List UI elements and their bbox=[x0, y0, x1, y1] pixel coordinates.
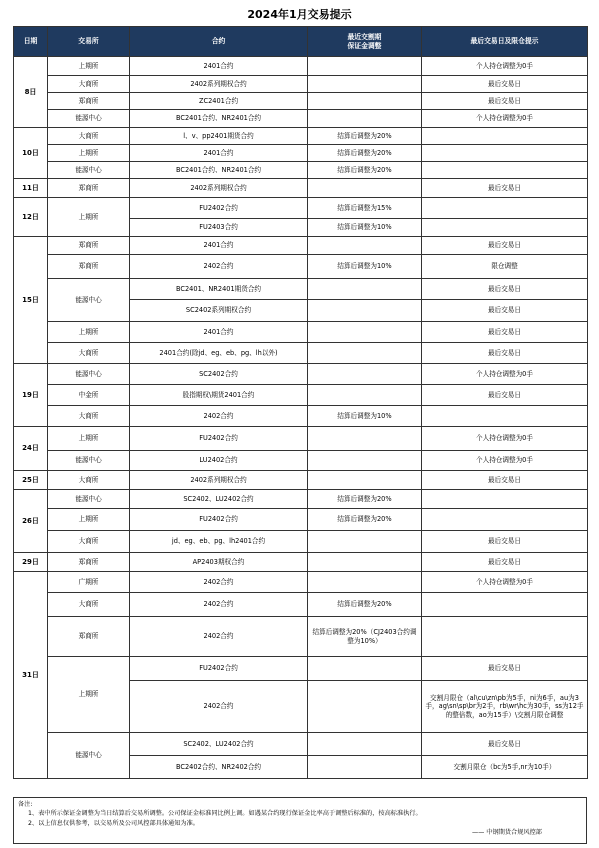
contract-cell: 2402合约 bbox=[130, 617, 308, 657]
table-row bbox=[14, 572, 588, 593]
header-margin: 最近交割期 保证金调整 bbox=[308, 27, 422, 57]
margin-cell bbox=[308, 322, 422, 343]
margin-cell bbox=[308, 531, 422, 553]
exchange-cell: 广期所 bbox=[48, 572, 130, 593]
margin-cell: 结算后调整为20% bbox=[308, 509, 422, 531]
table-row bbox=[14, 198, 588, 219]
exchange-cell: 能源中心 bbox=[48, 110, 130, 128]
exchange-cell: 上期所 bbox=[48, 427, 130, 451]
table-row bbox=[14, 322, 588, 343]
table-row bbox=[14, 509, 588, 531]
date-cell: 10日 bbox=[14, 128, 48, 179]
table-row bbox=[14, 451, 588, 471]
margin-cell: 结算后调整为20% bbox=[308, 128, 422, 145]
margin-cell bbox=[308, 343, 422, 364]
exchange-cell: 能源中心 bbox=[48, 364, 130, 385]
page-title: 2024年1月交易提示 bbox=[247, 8, 352, 21]
note-cell: 最后交易日 bbox=[422, 300, 588, 322]
exchange-cell: 上期所 bbox=[48, 57, 130, 76]
exchange-cell: 能源中心 bbox=[48, 733, 130, 779]
date-cell: 11日 bbox=[14, 179, 48, 198]
exchange-cell: 郑商所 bbox=[48, 553, 130, 572]
margin-cell: 结算后调整为20% bbox=[308, 593, 422, 617]
contract-cell: BC2401合约、NR2401合约 bbox=[130, 110, 308, 128]
contract-cell: 2402合约 bbox=[130, 406, 308, 427]
table-row bbox=[14, 553, 588, 572]
note-cell: 最后交易日 bbox=[422, 76, 588, 93]
note-cell: 个人持仓调整为0手 bbox=[422, 57, 588, 76]
margin-cell bbox=[308, 385, 422, 406]
note-cell bbox=[422, 198, 588, 219]
margin-cell: 结算后调整为20%（CJ2403合约调整为10%） bbox=[308, 617, 422, 657]
note-cell: 最后交易日 bbox=[422, 237, 588, 255]
header-exchange: 交易所 bbox=[48, 27, 130, 57]
margin-cell bbox=[308, 451, 422, 471]
contract-cell: 2402合约 bbox=[130, 255, 308, 279]
table-row bbox=[14, 406, 588, 427]
table-row bbox=[14, 255, 588, 279]
note-cell bbox=[422, 219, 588, 237]
notes-label: 备注: bbox=[18, 801, 33, 808]
exchange-cell: 大商所 bbox=[48, 471, 130, 490]
exchange-cell: 上期所 bbox=[48, 145, 130, 162]
margin-cell bbox=[308, 57, 422, 76]
table-row bbox=[14, 76, 588, 93]
note-cell bbox=[422, 145, 588, 162]
note-item-2: 2、以上信息仅供参考，以交易所及公司风控部具体通知为准。 bbox=[28, 819, 199, 827]
contract-cell: AP2403期权合约 bbox=[130, 553, 308, 572]
table-row bbox=[14, 145, 588, 162]
date-cell: 8日 bbox=[14, 57, 48, 128]
exchange-cell: 大商所 bbox=[48, 76, 130, 93]
table-row bbox=[14, 57, 588, 76]
margin-cell bbox=[308, 427, 422, 451]
exchange-cell: 郑商所 bbox=[48, 179, 130, 198]
contract-cell: 2401合约 bbox=[130, 237, 308, 255]
contract-cell: 2402合约 bbox=[130, 681, 308, 733]
exchange-cell: 能源中心 bbox=[48, 279, 130, 322]
margin-cell: 结算后调整为20% bbox=[308, 162, 422, 179]
contract-cell: SC2402系列期权合约 bbox=[130, 300, 308, 322]
note-cell: 最后交易日 bbox=[422, 733, 588, 756]
table-row bbox=[14, 179, 588, 198]
exchange-cell: 大商所 bbox=[48, 406, 130, 427]
note-cell: 最后交易日 bbox=[422, 553, 588, 572]
contract-cell: BC2401、NR2401期货合约 bbox=[130, 279, 308, 300]
margin-cell bbox=[308, 471, 422, 490]
contract-cell: 2401合约(除jd、eg、eb、pg、lh以外) bbox=[130, 343, 308, 364]
contract-cell: 2402合约 bbox=[130, 593, 308, 617]
margin-cell bbox=[308, 681, 422, 733]
header-contract: 合约 bbox=[130, 27, 308, 57]
table-row bbox=[14, 162, 588, 179]
table-row bbox=[14, 733, 588, 756]
notes-signature: —— 中钢期货合规风控部 bbox=[471, 828, 542, 836]
note-cell: 最后交易日 bbox=[422, 471, 588, 490]
margin-cell bbox=[308, 300, 422, 322]
date-cell: 19日 bbox=[14, 364, 48, 427]
note-cell: 交割月限仓（bc为5手,nr为10手） bbox=[422, 756, 588, 779]
contract-cell: BC2402合约、NR2402合约 bbox=[130, 756, 308, 779]
note-cell bbox=[422, 617, 588, 657]
contract-cell: ZC2401合约 bbox=[130, 93, 308, 110]
note-cell: 个人持仓调整为0手 bbox=[422, 427, 588, 451]
contract-cell: SC2402、LU2402合约 bbox=[130, 733, 308, 756]
margin-cell bbox=[308, 733, 422, 756]
table-body bbox=[14, 57, 588, 779]
contract-cell: l、v、pp2401期货合约 bbox=[130, 128, 308, 145]
margin-cell: 结算后调整为10% bbox=[308, 406, 422, 427]
contract-cell: FU2402合约 bbox=[130, 657, 308, 681]
table-row bbox=[14, 471, 588, 490]
note-cell bbox=[422, 593, 588, 617]
note-cell bbox=[422, 509, 588, 531]
contract-cell: FU2402合约 bbox=[130, 198, 308, 219]
margin-cell bbox=[308, 657, 422, 681]
note-cell: 交割月限仓（al\cu\zn\pb为5手，ni为6手，au为3手，ag\sn\sp\br为2手，rb\wr\hc为30手，ss为12手的整倍数，ao为15手）\交割月限仓调整 bbox=[422, 681, 588, 733]
exchange-cell: 郑商所 bbox=[48, 237, 130, 255]
trading-notice-table bbox=[13, 26, 588, 779]
margin-cell bbox=[308, 364, 422, 385]
margin-cell bbox=[308, 93, 422, 110]
margin-cell bbox=[308, 572, 422, 593]
note-cell: 最后交易日 bbox=[422, 343, 588, 364]
date-cell: 26日 bbox=[14, 490, 48, 553]
contract-cell: 股指期权\期货2401合约 bbox=[130, 385, 308, 406]
exchange-cell: 中金所 bbox=[48, 385, 130, 406]
note-cell bbox=[422, 162, 588, 179]
table-row bbox=[14, 490, 588, 509]
date-cell: 24日 bbox=[14, 427, 48, 471]
contract-cell: 2401合约 bbox=[130, 57, 308, 76]
contract-cell: BC2401合约、NR2401合约 bbox=[130, 162, 308, 179]
table-row bbox=[14, 657, 588, 681]
contract-cell: LU2402合约 bbox=[130, 451, 308, 471]
date-cell: 31日 bbox=[14, 572, 48, 779]
contract-cell: SC2402合约 bbox=[130, 364, 308, 385]
contract-cell: FU2402合约 bbox=[130, 509, 308, 531]
margin-cell: 结算后调整为20% bbox=[308, 490, 422, 509]
margin-cell bbox=[308, 110, 422, 128]
contract-cell: SC2402、LU2402合约 bbox=[130, 490, 308, 509]
exchange-cell: 郑商所 bbox=[48, 93, 130, 110]
margin-cell bbox=[308, 756, 422, 779]
margin-cell bbox=[308, 237, 422, 255]
note-cell: 最后交易日 bbox=[422, 531, 588, 553]
exchange-cell: 大商所 bbox=[48, 593, 130, 617]
table-row bbox=[14, 364, 588, 385]
contract-cell: 2402系列期权合约 bbox=[130, 471, 308, 490]
contract-cell: 2402系列期权合约 bbox=[130, 76, 308, 93]
table-row bbox=[14, 128, 588, 145]
margin-cell: 结算后调整为10% bbox=[308, 255, 422, 279]
header-note: 最后交易日及限仓提示 bbox=[422, 27, 588, 57]
table-row bbox=[14, 385, 588, 406]
note-cell bbox=[422, 406, 588, 427]
date-cell: 29日 bbox=[14, 553, 48, 572]
table-row bbox=[14, 427, 588, 451]
margin-cell bbox=[308, 179, 422, 198]
table-row bbox=[14, 617, 588, 657]
note-cell: 最后交易日 bbox=[422, 93, 588, 110]
contract-cell: jd、eg、eb、pg、lh2401合约 bbox=[130, 531, 308, 553]
exchange-cell: 能源中心 bbox=[48, 451, 130, 471]
date-cell: 12日 bbox=[14, 198, 48, 237]
notes-box bbox=[13, 797, 587, 844]
margin-cell bbox=[308, 279, 422, 300]
table-row bbox=[14, 237, 588, 255]
contract-cell: FU2402合约 bbox=[130, 427, 308, 451]
exchange-cell: 大商所 bbox=[48, 128, 130, 145]
note-cell: 限仓调整 bbox=[422, 255, 588, 279]
note-cell: 最后交易日 bbox=[422, 322, 588, 343]
note-cell: 最后交易日 bbox=[422, 385, 588, 406]
note-cell bbox=[422, 128, 588, 145]
margin-cell: 结算后调整为15% bbox=[308, 198, 422, 219]
note-cell: 最后交易日 bbox=[422, 657, 588, 681]
note-cell: 个人持仓调整为0手 bbox=[422, 572, 588, 593]
exchange-cell: 郑商所 bbox=[48, 255, 130, 279]
table-header-row bbox=[14, 27, 588, 57]
table-row bbox=[14, 343, 588, 364]
table-row bbox=[14, 93, 588, 110]
margin-cell: 结算后调整为20% bbox=[308, 145, 422, 162]
contract-cell: 2401合约 bbox=[130, 322, 308, 343]
margin-cell bbox=[308, 553, 422, 572]
exchange-cell: 上期所 bbox=[48, 657, 130, 733]
header-date: 日期 bbox=[14, 27, 48, 57]
exchange-cell: 能源中心 bbox=[48, 162, 130, 179]
note-cell: 最后交易日 bbox=[422, 279, 588, 300]
note-cell: 个人持仓调整为0手 bbox=[422, 110, 588, 128]
table-row bbox=[14, 279, 588, 300]
exchange-cell: 上期所 bbox=[48, 198, 130, 237]
note-cell: 个人持仓调整为0手 bbox=[422, 364, 588, 385]
date-cell: 25日 bbox=[14, 471, 48, 490]
contract-cell: 2401合约 bbox=[130, 145, 308, 162]
contract-cell: 2402系列期权合约 bbox=[130, 179, 308, 198]
table-row bbox=[14, 110, 588, 128]
exchange-cell: 上期所 bbox=[48, 509, 130, 531]
date-cell: 15日 bbox=[14, 237, 48, 364]
contract-cell: 2402合约 bbox=[130, 572, 308, 593]
exchange-cell: 大商所 bbox=[48, 343, 130, 364]
note-cell: 个人持仓调整为0手 bbox=[422, 451, 588, 471]
margin-cell bbox=[308, 76, 422, 93]
exchange-cell: 能源中心 bbox=[48, 490, 130, 509]
note-cell: 最后交易日 bbox=[422, 179, 588, 198]
margin-cell: 结算后调整为10% bbox=[308, 219, 422, 237]
table-row bbox=[14, 593, 588, 617]
exchange-cell: 大商所 bbox=[48, 531, 130, 553]
note-cell bbox=[422, 490, 588, 509]
contract-cell: FU2403合约 bbox=[130, 219, 308, 237]
exchange-cell: 郑商所 bbox=[48, 617, 130, 657]
note-item-1: 1、表中所示保证金调整为当日结算后交易所调整。公司保证金标准同比例上调。如遇某合约现行保证金比率高于调整后标准的，按高标准执行。 bbox=[28, 810, 422, 818]
exchange-cell: 上期所 bbox=[48, 322, 130, 343]
table-row bbox=[14, 531, 588, 553]
